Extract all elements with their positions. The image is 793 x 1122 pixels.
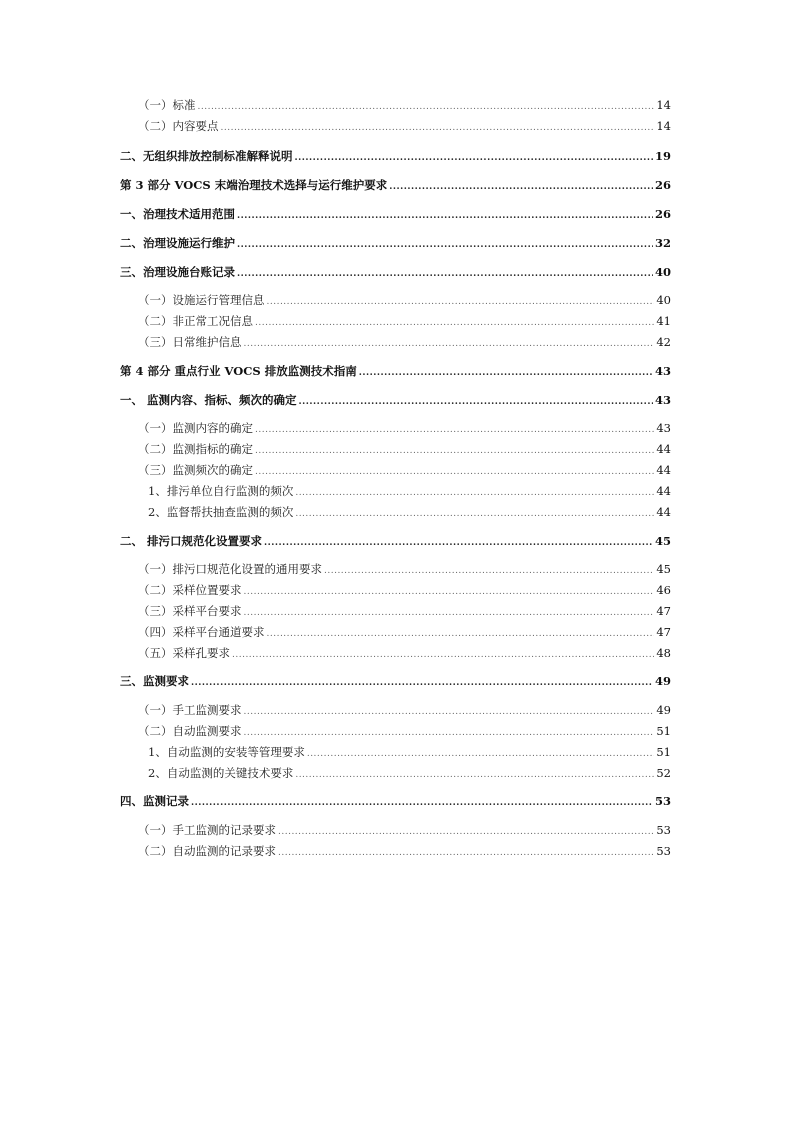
- toc-row: [0, 97, 793, 113]
- dot-leader: [191, 798, 653, 808]
- toc-entry[interactable]: [138, 462, 671, 478]
- toc-entry[interactable]: [138, 822, 671, 838]
- dot-leader: [255, 467, 654, 477]
- dot-leader: [359, 368, 653, 378]
- toc-page-number: 14: [656, 119, 671, 133]
- toc-entry[interactable]: [138, 582, 671, 598]
- toc-row: [0, 177, 793, 193]
- toc-entry[interactable]: [138, 561, 671, 577]
- toc-entry-label: （二）监测指标的确定: [138, 442, 253, 456]
- toc-entry-label: （一）排污口规范化设置的通用要求: [138, 562, 322, 576]
- toc-entry-label: （一）手工监测的记录要求: [138, 823, 276, 837]
- toc-entry[interactable]: [138, 420, 671, 436]
- toc-entry[interactable]: [138, 702, 671, 718]
- toc-row: [0, 504, 793, 520]
- toc-entry[interactable]: [138, 97, 671, 113]
- toc-entry[interactable]: [120, 363, 671, 379]
- toc-entry[interactable]: [120, 793, 671, 809]
- dot-leader: [324, 566, 654, 576]
- toc-entry[interactable]: [138, 843, 671, 859]
- toc-page-number: 51: [656, 745, 671, 759]
- dot-leader: [295, 770, 654, 780]
- toc-page-number: 43: [656, 421, 671, 435]
- toc-entry[interactable]: [148, 744, 671, 760]
- toc-page-number: 32: [654, 236, 671, 250]
- dot-leader: [244, 339, 655, 349]
- toc-entry-label: 1、排污单位自行监测的频次: [148, 484, 294, 498]
- toc-entry-label: 二、治理设施运行维护: [120, 236, 235, 250]
- toc-row: [0, 292, 793, 308]
- dot-leader: [244, 728, 655, 738]
- toc-entry[interactable]: [120, 533, 671, 549]
- toc-row: [0, 206, 793, 222]
- toc-entry-label: 1、自动监测的安装等管理要求: [148, 745, 305, 759]
- toc-row: [0, 765, 793, 781]
- toc-row: [0, 235, 793, 251]
- toc-page-number: 40: [656, 293, 671, 307]
- toc-row: [0, 313, 793, 329]
- toc-entry-label: （三）日常维护信息: [138, 335, 242, 349]
- toc-entry[interactable]: [148, 504, 671, 520]
- toc-entry[interactable]: [148, 483, 671, 499]
- toc-page-number: 45: [656, 562, 671, 576]
- toc-row: [0, 561, 793, 577]
- dot-leader: [295, 509, 654, 519]
- dot-leader: [255, 425, 654, 435]
- dot-leader: [299, 397, 653, 407]
- toc-entry-label: （一）标准: [138, 98, 196, 112]
- toc-row: [0, 483, 793, 499]
- toc-page-number: 51: [656, 724, 671, 738]
- toc-entry-label: 三、治理设施台账记录: [120, 265, 235, 279]
- toc-entry[interactable]: [138, 441, 671, 457]
- toc-entry-label: （二）自动监测要求: [138, 724, 242, 738]
- toc-page-number: 44: [656, 463, 671, 477]
- toc-entry-label: 二、无组织排放控制标准解释说明: [120, 149, 293, 163]
- toc-page-number: 52: [656, 766, 671, 780]
- toc-entry-label: （二）采样位置要求: [138, 583, 242, 597]
- toc-entry-label: （四）采样平台通道要求: [138, 625, 265, 639]
- dot-leader: [244, 707, 655, 717]
- toc-entry[interactable]: [120, 177, 671, 193]
- toc-row: [0, 603, 793, 619]
- toc-entry[interactable]: [120, 673, 671, 689]
- toc-row: [0, 264, 793, 280]
- toc-row: [0, 624, 793, 640]
- dot-leader: [267, 297, 655, 307]
- toc-entry-label: （三）采样平台要求: [138, 604, 242, 618]
- dot-leader: [278, 848, 654, 858]
- toc-entry[interactable]: [120, 206, 671, 222]
- toc-page-number: 53: [656, 823, 671, 837]
- toc-page-number: 19: [654, 149, 671, 163]
- toc-row: [0, 462, 793, 478]
- dot-leader: [191, 678, 653, 688]
- toc-entry-label: （一）设施运行管理信息: [138, 293, 265, 307]
- toc-page-number: 48: [656, 646, 671, 660]
- toc-row: [0, 793, 793, 809]
- toc-page-number: 47: [656, 625, 671, 639]
- toc-page-number: 43: [654, 364, 671, 378]
- dot-leader: [221, 123, 655, 133]
- toc-entry-label: 一、治理技术适用范围: [120, 207, 235, 221]
- toc-entry-label: （二）内容要点: [138, 119, 219, 133]
- toc-row: [0, 148, 793, 164]
- toc-entry[interactable]: [138, 645, 671, 661]
- dot-leader: [232, 650, 654, 660]
- toc-entry-label: 第 4 部分 重点行业 VOCS 排放监测技术指南: [120, 364, 357, 378]
- toc-page-number: 40: [654, 265, 671, 279]
- dot-leader: [267, 629, 655, 639]
- toc-page-number: 46: [656, 583, 671, 597]
- toc-page-number: 42: [656, 335, 671, 349]
- toc-page-number: 43: [654, 393, 671, 407]
- toc-page-number: 41: [656, 314, 671, 328]
- toc-row: [0, 118, 793, 134]
- dot-leader: [389, 182, 653, 192]
- toc-page-number: 49: [654, 674, 671, 688]
- dot-leader: [295, 488, 654, 498]
- toc-entry-label: 二、 排污口规范化设置要求: [120, 534, 263, 548]
- toc-entry[interactable]: [138, 118, 671, 134]
- dot-leader: [255, 446, 654, 456]
- toc-row: [0, 702, 793, 718]
- toc-page-number: 53: [656, 844, 671, 858]
- toc-page-number: 26: [654, 207, 671, 221]
- toc-entry-label: （一）监测内容的确定: [138, 421, 253, 435]
- toc-row: [0, 533, 793, 549]
- toc-entry-label: 第 3 部分 VOCS 末端治理技术选择与运行维护要求: [120, 178, 388, 192]
- toc-row: [0, 392, 793, 408]
- toc-entry[interactable]: [120, 264, 671, 280]
- dot-leader: [237, 240, 653, 250]
- dot-leader: [307, 749, 655, 759]
- toc-row: [0, 441, 793, 457]
- toc-entry-label: （二）非正常工况信息: [138, 314, 253, 328]
- toc-entry[interactable]: [120, 148, 671, 164]
- toc-entry-label: （五）采样孔要求: [138, 646, 230, 660]
- toc-row: [0, 363, 793, 379]
- toc-entry-label: （一）手工监测要求: [138, 703, 242, 717]
- toc-page-number: 45: [654, 534, 671, 548]
- toc-row: [0, 420, 793, 436]
- toc-row: [0, 723, 793, 739]
- toc-row: [0, 843, 793, 859]
- toc-entry-label: （三）监测频次的确定: [138, 463, 253, 477]
- toc-row: [0, 822, 793, 838]
- dot-leader: [237, 269, 653, 279]
- dot-leader: [264, 538, 653, 548]
- toc-entry[interactable]: [120, 392, 671, 408]
- toc-row: [0, 744, 793, 760]
- toc-entry[interactable]: [120, 235, 671, 251]
- toc-entry[interactable]: [138, 313, 671, 329]
- toc-page-number: 14: [656, 98, 671, 112]
- toc-row: [0, 582, 793, 598]
- dot-leader: [198, 102, 655, 112]
- toc-entry-label: 2、监督帮扶抽查监测的频次: [148, 505, 294, 519]
- toc-entry[interactable]: [138, 603, 671, 619]
- toc-entry-label: 2、自动监测的关键技术要求: [148, 766, 294, 780]
- dot-leader: [255, 318, 654, 328]
- dot-leader: [244, 587, 655, 597]
- dot-leader: [295, 153, 653, 163]
- toc-row: [0, 645, 793, 661]
- toc-row: [0, 673, 793, 689]
- toc-entry[interactable]: [138, 292, 671, 308]
- toc-page-number: 44: [656, 442, 671, 456]
- dot-leader: [278, 827, 654, 837]
- toc-row: [0, 334, 793, 350]
- toc-entry[interactable]: [148, 765, 671, 781]
- toc-page-number: 26: [654, 178, 671, 192]
- toc-page-number: 49: [656, 703, 671, 717]
- toc-page-number: 44: [656, 484, 671, 498]
- toc-entry-label: 一、 监测内容、指标、频次的确定: [120, 393, 297, 407]
- toc-entry[interactable]: [138, 624, 671, 640]
- toc-page-number: 53: [654, 794, 671, 808]
- toc-entry[interactable]: [138, 334, 671, 350]
- toc-entry[interactable]: [138, 723, 671, 739]
- dot-leader: [237, 211, 653, 221]
- toc-entry-label: （二）自动监测的记录要求: [138, 844, 276, 858]
- toc-page-number: 47: [656, 604, 671, 618]
- toc-entry-label: 三、监测要求: [120, 674, 189, 688]
- toc-page-number: 44: [656, 505, 671, 519]
- toc-entry-label: 四、监测记录: [120, 794, 189, 808]
- dot-leader: [244, 608, 655, 618]
